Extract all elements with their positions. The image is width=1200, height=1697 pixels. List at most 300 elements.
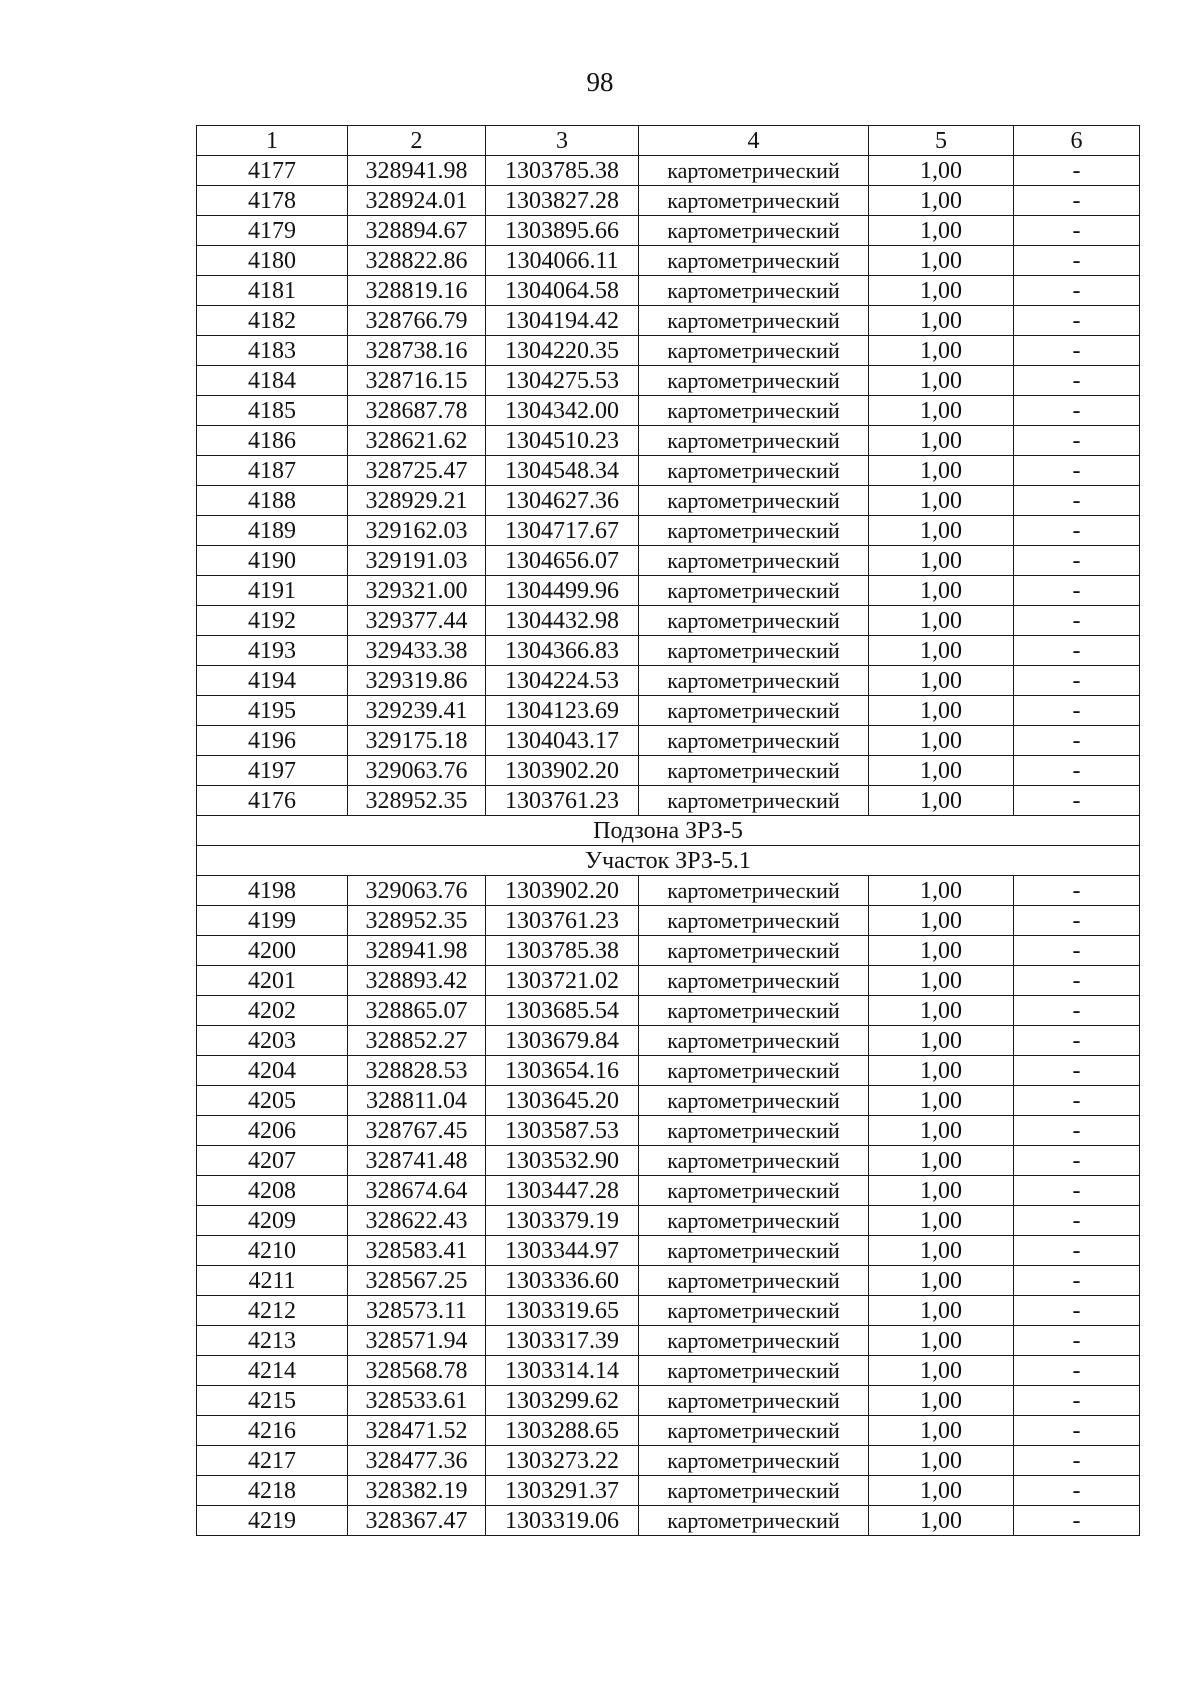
point-number-cell: 4176 [197, 786, 348, 816]
point-number-cell: 4188 [197, 486, 348, 516]
accuracy-cell: 1,00 [869, 366, 1014, 396]
method-cell: картометрический [639, 636, 869, 666]
description-cell: - [1014, 696, 1140, 726]
point-number-cell: 4216 [197, 1416, 348, 1446]
y-coordinate-cell: 1304499.96 [486, 576, 639, 606]
method-cell: картометрический [639, 246, 869, 276]
y-coordinate-cell: 1304275.53 [486, 366, 639, 396]
method-cell: картометрический [639, 876, 869, 906]
coordinates-table-body [197, 126, 1140, 1536]
x-coordinate-cell: 329162.03 [348, 516, 486, 546]
section-title-row [197, 816, 1140, 846]
description-cell: - [1014, 1176, 1140, 1206]
table-row [197, 516, 1140, 546]
method-cell: картометрический [639, 966, 869, 996]
x-coordinate-cell: 328929.21 [348, 486, 486, 516]
table-row [197, 1356, 1140, 1386]
x-coordinate-cell: 328622.43 [348, 1206, 486, 1236]
section-title: Подзона ЗРЗ-5 [197, 816, 1140, 846]
point-number-cell: 4209 [197, 1206, 348, 1236]
accuracy-cell: 1,00 [869, 516, 1014, 546]
table-row [197, 1116, 1140, 1146]
description-cell: - [1014, 306, 1140, 336]
point-number-cell: 4210 [197, 1236, 348, 1266]
x-coordinate-cell: 328567.25 [348, 1266, 486, 1296]
y-coordinate-cell: 1303785.38 [486, 936, 639, 966]
x-coordinate-cell: 328573.11 [348, 1296, 486, 1326]
table-row [197, 666, 1140, 696]
y-coordinate-cell: 1304342.00 [486, 396, 639, 426]
x-coordinate-cell: 328767.45 [348, 1116, 486, 1146]
method-cell: картометрический [639, 516, 869, 546]
point-number-cell: 4195 [197, 696, 348, 726]
accuracy-cell: 1,00 [869, 1176, 1014, 1206]
x-coordinate-cell: 328533.61 [348, 1386, 486, 1416]
description-cell: - [1014, 786, 1140, 816]
y-coordinate-cell: 1303314.14 [486, 1356, 639, 1386]
method-cell: картометрический [639, 1176, 869, 1206]
accuracy-cell: 1,00 [869, 906, 1014, 936]
point-number-cell: 4199 [197, 906, 348, 936]
section-title-row [197, 846, 1140, 876]
point-number-cell: 4184 [197, 366, 348, 396]
table-row [197, 606, 1140, 636]
description-cell: - [1014, 1026, 1140, 1056]
method-cell: картометрический [639, 1236, 869, 1266]
x-coordinate-cell: 328828.53 [348, 1056, 486, 1086]
method-cell: картометрический [639, 1116, 869, 1146]
y-coordinate-cell: 1303761.23 [486, 786, 639, 816]
description-cell: - [1014, 876, 1140, 906]
x-coordinate-cell: 329063.76 [348, 756, 486, 786]
y-coordinate-cell: 1303654.16 [486, 1056, 639, 1086]
table-row [197, 696, 1140, 726]
accuracy-cell: 1,00 [869, 396, 1014, 426]
y-coordinate-cell: 1303902.20 [486, 756, 639, 786]
x-coordinate-cell: 328941.98 [348, 936, 486, 966]
method-cell: картометрический [639, 576, 869, 606]
y-coordinate-cell: 1303895.66 [486, 216, 639, 246]
description-cell: - [1014, 516, 1140, 546]
table-row [197, 306, 1140, 336]
accuracy-cell: 1,00 [869, 1146, 1014, 1176]
point-number-cell: 4196 [197, 726, 348, 756]
table-header-row [197, 126, 1140, 156]
table-row [197, 876, 1140, 906]
description-cell: - [1014, 246, 1140, 276]
y-coordinate-cell: 1303785.38 [486, 156, 639, 186]
description-cell: - [1014, 726, 1140, 756]
accuracy-cell: 1,00 [869, 1236, 1014, 1266]
accuracy-cell: 1,00 [869, 966, 1014, 996]
description-cell: - [1014, 576, 1140, 606]
point-number-cell: 4211 [197, 1266, 348, 1296]
y-coordinate-cell: 1303532.90 [486, 1146, 639, 1176]
accuracy-cell: 1,00 [869, 246, 1014, 276]
method-cell: картометрический [639, 1056, 869, 1086]
y-coordinate-cell: 1303336.60 [486, 1266, 639, 1296]
point-number-cell: 4198 [197, 876, 348, 906]
method-cell: картометрический [639, 306, 869, 336]
accuracy-cell: 1,00 [869, 216, 1014, 246]
table-row [197, 1056, 1140, 1086]
method-cell: картометрический [639, 996, 869, 1026]
y-coordinate-cell: 1303685.54 [486, 996, 639, 1026]
page-number: 98 [586, 67, 614, 97]
y-coordinate-cell: 1303379.19 [486, 1206, 639, 1236]
point-number-cell: 4215 [197, 1386, 348, 1416]
accuracy-cell: 1,00 [869, 1356, 1014, 1386]
accuracy-cell: 1,00 [869, 1206, 1014, 1236]
table-row [197, 156, 1140, 186]
point-number-cell: 4218 [197, 1476, 348, 1506]
y-coordinate-cell: 1304194.42 [486, 306, 639, 336]
description-cell: - [1014, 906, 1140, 936]
description-cell: - [1014, 156, 1140, 186]
section-title: Участок ЗРЗ-5.1 [197, 846, 1140, 876]
table-row [197, 996, 1140, 1026]
description-cell: - [1014, 1326, 1140, 1356]
method-cell: картометрический [639, 336, 869, 366]
y-coordinate-cell: 1304548.34 [486, 456, 639, 486]
accuracy-cell: 1,00 [869, 546, 1014, 576]
y-coordinate-cell: 1304656.07 [486, 546, 639, 576]
accuracy-cell: 1,00 [869, 1296, 1014, 1326]
method-cell: картометрический [639, 666, 869, 696]
x-coordinate-cell: 328583.41 [348, 1236, 486, 1266]
point-number-cell: 4183 [197, 336, 348, 366]
description-cell: - [1014, 1206, 1140, 1236]
description-cell: - [1014, 1116, 1140, 1146]
table-row [197, 186, 1140, 216]
point-number-cell: 4214 [197, 1356, 348, 1386]
x-coordinate-cell: 328471.52 [348, 1416, 486, 1446]
method-cell: картометрический [639, 276, 869, 306]
y-coordinate-cell: 1304066.11 [486, 246, 639, 276]
description-cell: - [1014, 276, 1140, 306]
accuracy-cell: 1,00 [869, 1326, 1014, 1356]
accuracy-cell: 1,00 [869, 306, 1014, 336]
description-cell: - [1014, 756, 1140, 786]
accuracy-cell: 1,00 [869, 1506, 1014, 1536]
description-cell: - [1014, 1446, 1140, 1476]
table-row [197, 546, 1140, 576]
x-coordinate-cell: 328738.16 [348, 336, 486, 366]
description-cell: - [1014, 1386, 1140, 1416]
accuracy-cell: 1,00 [869, 606, 1014, 636]
table-row [197, 486, 1140, 516]
x-coordinate-cell: 328725.47 [348, 456, 486, 486]
x-coordinate-cell: 329239.41 [348, 696, 486, 726]
accuracy-cell: 1,00 [869, 456, 1014, 486]
description-cell: - [1014, 1506, 1140, 1536]
table-row [197, 786, 1140, 816]
x-coordinate-cell: 328716.15 [348, 366, 486, 396]
x-coordinate-cell: 328894.67 [348, 216, 486, 246]
accuracy-cell: 1,00 [869, 1476, 1014, 1506]
table-row [197, 216, 1140, 246]
table-row [197, 1416, 1140, 1446]
y-coordinate-cell: 1304717.67 [486, 516, 639, 546]
x-coordinate-cell: 329175.18 [348, 726, 486, 756]
method-cell: картометрический [639, 726, 869, 756]
point-number-cell: 4187 [197, 456, 348, 486]
method-cell: картометрический [639, 486, 869, 516]
x-coordinate-cell: 329377.44 [348, 606, 486, 636]
accuracy-cell: 1,00 [869, 186, 1014, 216]
column-header: 2 [348, 126, 486, 156]
y-coordinate-cell: 1304220.35 [486, 336, 639, 366]
y-coordinate-cell: 1304366.83 [486, 636, 639, 666]
description-cell: - [1014, 546, 1140, 576]
x-coordinate-cell: 328766.79 [348, 306, 486, 336]
column-header: 3 [486, 126, 639, 156]
x-coordinate-cell: 329063.76 [348, 876, 486, 906]
point-number-cell: 4180 [197, 246, 348, 276]
y-coordinate-cell: 1303587.53 [486, 1116, 639, 1146]
description-cell: - [1014, 1146, 1140, 1176]
column-header: 1 [197, 126, 348, 156]
table-row [197, 726, 1140, 756]
table-row [197, 456, 1140, 486]
y-coordinate-cell: 1303645.20 [486, 1086, 639, 1116]
point-number-cell: 4194 [197, 666, 348, 696]
y-coordinate-cell: 1303721.02 [486, 966, 639, 996]
accuracy-cell: 1,00 [869, 936, 1014, 966]
description-cell: - [1014, 1296, 1140, 1326]
description-cell: - [1014, 186, 1140, 216]
x-coordinate-cell: 329191.03 [348, 546, 486, 576]
point-number-cell: 4207 [197, 1146, 348, 1176]
method-cell: картометрический [639, 216, 869, 246]
accuracy-cell: 1,00 [869, 1446, 1014, 1476]
point-number-cell: 4179 [197, 216, 348, 246]
accuracy-cell: 1,00 [869, 1086, 1014, 1116]
description-cell: - [1014, 606, 1140, 636]
table-row [197, 906, 1140, 936]
description-cell: - [1014, 1476, 1140, 1506]
x-coordinate-cell: 329321.00 [348, 576, 486, 606]
point-number-cell: 4178 [197, 186, 348, 216]
method-cell: картометрический [639, 1086, 869, 1116]
x-coordinate-cell: 328674.64 [348, 1176, 486, 1206]
point-number-cell: 4213 [197, 1326, 348, 1356]
x-coordinate-cell: 328811.04 [348, 1086, 486, 1116]
point-number-cell: 4177 [197, 156, 348, 186]
x-coordinate-cell: 328893.42 [348, 966, 486, 996]
description-cell: - [1014, 966, 1140, 996]
y-coordinate-cell: 1303447.28 [486, 1176, 639, 1206]
table-row [197, 1296, 1140, 1326]
description-cell: - [1014, 1266, 1140, 1296]
x-coordinate-cell: 328952.35 [348, 786, 486, 816]
accuracy-cell: 1,00 [869, 1056, 1014, 1086]
table-row [197, 756, 1140, 786]
method-cell: картометрический [639, 1326, 869, 1356]
accuracy-cell: 1,00 [869, 666, 1014, 696]
y-coordinate-cell: 1304627.36 [486, 486, 639, 516]
accuracy-cell: 1,00 [869, 786, 1014, 816]
y-coordinate-cell: 1303299.62 [486, 1386, 639, 1416]
accuracy-cell: 1,00 [869, 756, 1014, 786]
accuracy-cell: 1,00 [869, 696, 1014, 726]
method-cell: картометрический [639, 546, 869, 576]
table-row [197, 1386, 1140, 1416]
method-cell: картометрический [639, 396, 869, 426]
x-coordinate-cell: 328568.78 [348, 1356, 486, 1386]
accuracy-cell: 1,00 [869, 156, 1014, 186]
method-cell: картометрический [639, 1206, 869, 1236]
point-number-cell: 4212 [197, 1296, 348, 1326]
method-cell: картометрический [639, 606, 869, 636]
description-cell: - [1014, 396, 1140, 426]
x-coordinate-cell: 328367.47 [348, 1506, 486, 1536]
x-coordinate-cell: 329319.86 [348, 666, 486, 696]
table-row [197, 1326, 1140, 1356]
y-coordinate-cell: 1303317.39 [486, 1326, 639, 1356]
x-coordinate-cell: 329433.38 [348, 636, 486, 666]
x-coordinate-cell: 328941.98 [348, 156, 486, 186]
accuracy-cell: 1,00 [869, 996, 1014, 1026]
x-coordinate-cell: 328852.27 [348, 1026, 486, 1056]
description-cell: - [1014, 936, 1140, 966]
table-row [197, 1266, 1140, 1296]
point-number-cell: 4193 [197, 636, 348, 666]
point-number-cell: 4197 [197, 756, 348, 786]
point-number-cell: 4206 [197, 1116, 348, 1146]
point-number-cell: 4185 [197, 396, 348, 426]
table-row [197, 246, 1140, 276]
y-coordinate-cell: 1304432.98 [486, 606, 639, 636]
method-cell: картометрический [639, 1416, 869, 1446]
x-coordinate-cell: 328819.16 [348, 276, 486, 306]
y-coordinate-cell: 1304043.17 [486, 726, 639, 756]
table-row [197, 966, 1140, 996]
table-row [197, 1026, 1140, 1056]
accuracy-cell: 1,00 [869, 426, 1014, 456]
column-header: 6 [1014, 126, 1140, 156]
y-coordinate-cell: 1303761.23 [486, 906, 639, 936]
point-number-cell: 4200 [197, 936, 348, 966]
accuracy-cell: 1,00 [869, 486, 1014, 516]
table-row [197, 1086, 1140, 1116]
column-header: 5 [869, 126, 1014, 156]
x-coordinate-cell: 328687.78 [348, 396, 486, 426]
method-cell: картометрический [639, 156, 869, 186]
method-cell: картометрический [639, 366, 869, 396]
description-cell: - [1014, 216, 1140, 246]
table-row [197, 276, 1140, 306]
accuracy-cell: 1,00 [869, 1416, 1014, 1446]
method-cell: картометрический [639, 1446, 869, 1476]
description-cell: - [1014, 1086, 1140, 1116]
description-cell: - [1014, 1356, 1140, 1386]
table-row [197, 336, 1140, 366]
method-cell: картометрический [639, 1026, 869, 1056]
accuracy-cell: 1,00 [869, 276, 1014, 306]
point-number-cell: 4192 [197, 606, 348, 636]
method-cell: картометрический [639, 1386, 869, 1416]
table-row [197, 426, 1140, 456]
method-cell: картометрический [639, 186, 869, 216]
y-coordinate-cell: 1304123.69 [486, 696, 639, 726]
y-coordinate-cell: 1303273.22 [486, 1446, 639, 1476]
method-cell: картометрический [639, 1476, 869, 1506]
point-number-cell: 4202 [197, 996, 348, 1026]
coordinates-table [196, 125, 1140, 1536]
column-header: 4 [639, 126, 869, 156]
point-number-cell: 4186 [197, 426, 348, 456]
point-number-cell: 4190 [197, 546, 348, 576]
accuracy-cell: 1,00 [869, 576, 1014, 606]
y-coordinate-cell: 1304510.23 [486, 426, 639, 456]
point-number-cell: 4191 [197, 576, 348, 606]
description-cell: - [1014, 636, 1140, 666]
accuracy-cell: 1,00 [869, 336, 1014, 366]
description-cell: - [1014, 336, 1140, 366]
description-cell: - [1014, 666, 1140, 696]
accuracy-cell: 1,00 [869, 636, 1014, 666]
accuracy-cell: 1,00 [869, 726, 1014, 756]
method-cell: картометрический [639, 936, 869, 966]
point-number-cell: 4219 [197, 1506, 348, 1536]
y-coordinate-cell: 1304224.53 [486, 666, 639, 696]
method-cell: картометрический [639, 696, 869, 726]
accuracy-cell: 1,00 [869, 1386, 1014, 1416]
method-cell: картометрический [639, 756, 869, 786]
y-coordinate-cell: 1303319.06 [486, 1506, 639, 1536]
x-coordinate-cell: 328865.07 [348, 996, 486, 1026]
point-number-cell: 4204 [197, 1056, 348, 1086]
accuracy-cell: 1,00 [869, 1266, 1014, 1296]
description-cell: - [1014, 366, 1140, 396]
point-number-cell: 4205 [197, 1086, 348, 1116]
point-number-cell: 4203 [197, 1026, 348, 1056]
point-number-cell: 4201 [197, 966, 348, 996]
y-coordinate-cell: 1303288.65 [486, 1416, 639, 1446]
table-row [197, 1206, 1140, 1236]
table-row [197, 636, 1140, 666]
description-cell: - [1014, 1236, 1140, 1266]
point-number-cell: 4181 [197, 276, 348, 306]
description-cell: - [1014, 1056, 1140, 1086]
x-coordinate-cell: 328924.01 [348, 186, 486, 216]
table-row [197, 396, 1140, 426]
point-number-cell: 4189 [197, 516, 348, 546]
table-row [197, 1476, 1140, 1506]
y-coordinate-cell: 1303319.65 [486, 1296, 639, 1326]
point-number-cell: 4217 [197, 1446, 348, 1476]
table-row [197, 936, 1140, 966]
method-cell: картометрический [639, 1296, 869, 1326]
method-cell: картометрический [639, 1506, 869, 1536]
description-cell: - [1014, 1416, 1140, 1446]
x-coordinate-cell: 328571.94 [348, 1326, 486, 1356]
description-cell: - [1014, 996, 1140, 1026]
method-cell: картометрический [639, 1356, 869, 1386]
y-coordinate-cell: 1303344.97 [486, 1236, 639, 1266]
table-row [197, 1236, 1140, 1266]
method-cell: картометрический [639, 426, 869, 456]
accuracy-cell: 1,00 [869, 1026, 1014, 1056]
x-coordinate-cell: 328382.19 [348, 1476, 486, 1506]
y-coordinate-cell: 1304064.58 [486, 276, 639, 306]
table-row [197, 1176, 1140, 1206]
method-cell: картометрический [639, 786, 869, 816]
method-cell: картометрический [639, 1146, 869, 1176]
description-cell: - [1014, 426, 1140, 456]
method-cell: картометрический [639, 906, 869, 936]
